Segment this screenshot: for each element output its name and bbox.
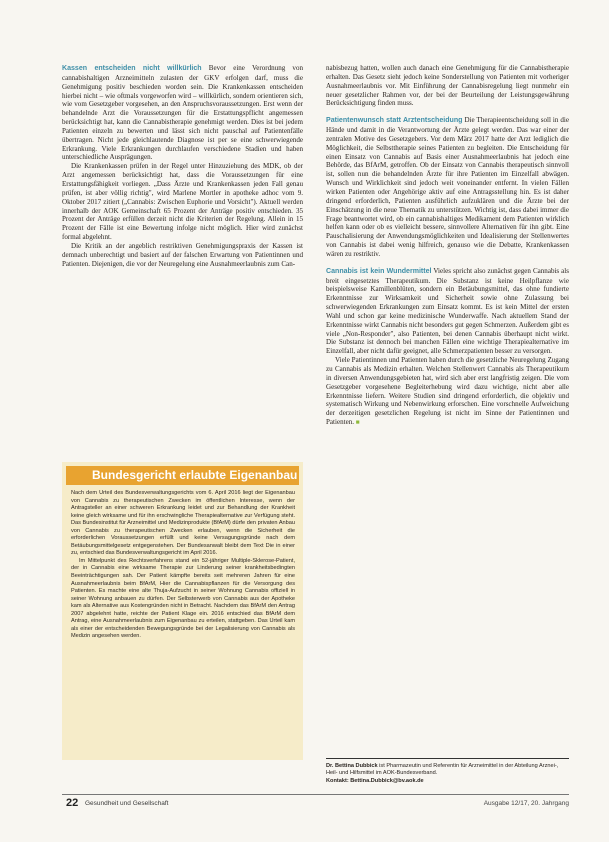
paragraph: Die Kritik an der angeblich restriktiven Genehmigungspraxis der Kassen ist demnach unberechtigt und basiert auf der falschen Erwartung von Patientinnen und Patienten. Diejenigen, die vor der Neuregelung eine Ausnahmeerlaubnis zum Can- [62, 241, 303, 268]
author-contact: Kontakt: Bettina.Dubbick@bv.aok.de [326, 777, 424, 784]
paragraph [326, 356, 569, 428]
page-footer [62, 794, 569, 809]
paragraph-text: Viele Patientinnen und Patienten haben durch die gesetzliche Neuregelung Zugang zu Cannabis als Medizin erhalten. Welchen Stellenwert Cannabis als Therapeutikum in diversen Anwendungsgebieten hat, wird sich aber erst langfristig zeigen. Die vom Gesetzgeber vorgesehene Begleiterhebung wird dazu wichtige, nicht aber alle Erkenntnisse liefern. Weitere Studien sind dringend erforderlich, die objektiv und systematisch Wirkung und Nebenwirkung erforschen. Eine vorschnelle Aufweichung der derzeitigen gesetzlichen Regelung ist nicht im Sinne der Patientinnen und Patienten. [326, 356, 569, 427]
paragraph [62, 64, 303, 162]
author-name: Dr. Bettina Dubbick [326, 763, 378, 769]
paragraph-text: Vieles spricht also zunächst gegen Cannabis als breit eingesetztes Therapeutikum. Die Substanz ist keine Heilpflanze wie beispielsweise Kamillenblüten, sondern ein Betäubungsmittel, das ohne fundierte Erkenntnisse zur Wirksamkeit und Sicherheit sowie ohne Zulassung bei schwerwiegenden Erkrankungen zum Einsatz kommt. Es ist kein Mittel der ersten Wahl und schon gar keine medizinische Wunderwaffe. Nach aktuellem Stand der Erkenntnisse wirkt Cannabis nicht besonders gut gegen Schmerzen. Außerdem gibt es viele „Non-Responder", also Patienten, bei denen Cannabis überhaupt nicht wirkt. Die Substanz ist dennoch bei manchen Fällen eine wichtige Therapiealternative im Einzelfall, aber nicht dafür geeignet, alle Schmerzpatienten besser zu versorgen. [326, 266, 570, 356]
author-box [326, 758, 569, 785]
right-column [326, 64, 569, 428]
info-box-paragraph: Im Mittelpunkt des Rechtsverfahrens stand ein 52-jähriger Multiple-Sklerose-Patient, der in Cannabis eine wirksame Therapie zur Linderung seiner krankheitsbedingten Beeinträchtigungen sah. Der Patient kämpfte bereits seit mehreren Jahren für eine Ausnahmeerlaubnis beim BfArM, Hier die Cannabispflanzen für die Versorgung des Patienten. Es machte eine alte Thuja-Aufzucht in seiner Wohnung Cannabis offiziell in seiner Wohnung anbauen zu dürfen. Der Selbsterwerb von Cannabis aus der Apotheke kam als Alternative aus Kostengründen nicht in Betracht. Nachdem das BfArM den Antrag 2007 abgelehnt hatte, reichte der Patient Klage ein. 2016 entschied das BfArM dem Antrag, eine Ausnahmeerlaubnis zum Eigenanbau zu erteilen, stattgeben. Das Urteil kam als einer der entscheidenden Bewegungsgründe bei der Legalisierung von Cannabis als Medizin angesehen werden. [71, 557, 295, 640]
paragraph: Die Krankenkassen prüfen in der Regel unter Hinzuziehung des MDK, ob der Arzt angemessen berücksichtigt hat, dass die Voraussetzungen für eine Erstattungsfähigkeit vorliegen. „Dass Ärzte und Krankenkassen jeden Fall genau prüfen, ist aber völlig richtig", wird Marlene Mortler in apotheke adhoc vom 9. Oktober 2017 zitiert („Cannabis: Zwischen Euphorie und Vorsicht"). Aktuell werden innerhalb der AOK Gemeinschaft 65 Prozent der Anträge positiv entschieden. 35 Prozent der Anträge erfüllen derzeit nicht die Kriterien der Regelung. Allein in 15 Prozent der Fälle ist eine Bewertung infolge nicht möglich. Hier wird zunächst formal abgelehnt. [62, 162, 303, 242]
end-mark-icon: ■ [355, 419, 360, 427]
paragraph [326, 116, 569, 259]
paragraph-text: Bevor eine Verordnung von cannabishaltigen Arzneimitteln zulasten der GKV erfolgen darf, muss die Genehmigung positiv beschieden worden sein. Die Krankenkassen entscheiden hierbei nicht – wie oftmals vorgeworfen wird – willkürlich, sondern orientieren sich, wie vom Gesetzgeber vorgesehen, an den Anspruchsvoraussetzungen. Erst wenn der behandelnde Arzt die Voraussetzungen für die Erstattungspflicht angemessen berücksichtigt hat, kann die Cannabistherapie genehmigt werden. Dies ist bei jedem Patienten einzeln zu bewerten und lässt sich nicht pauschal auf Patientenfälle übertragen. Nicht jede gleichlautende Diagnose ist per se eine schwerwiegende Erkrankung. Viele Erkrankungen durchlaufen verschiedene Stadien und haben unterschiedliche Ausprägungen. [62, 64, 303, 162]
info-box-title: Bundesgericht erlaubte Eigenanbau [66, 466, 299, 485]
paragraph-text: Die Therapieentscheidung soll in die Hände und damit in die Verantwortung der Ärzte gelegt werden. Das war einer der zentralen Motive des Gesetzgebers. Vor dem März 2017 hatte der Arzt lediglich die Möglichkeit, die Selbsttherapie seines Patienten zu begleiten. Die Entscheidung für einen Einsatz von Cannabis auf Basis einer Ausnahmeerlaubnis hat jedoch eine Behörde, das BfArM, getroffen. Ob der Einsatz von Cannabis therapeutisch sinnvoll ist, sollen nun die behandelnden Ärzte für ihre Patienten im Einzelfall abwägen. Wunsch und Wirklichkeit sind jedoch weit voneinander entfernt. In vielen Fällen wirken Patienten oder Angehörige aktiv auf eine Antragsstellung hin. Es ist daher dringend erforderlich, Patienten ausführlich aufzuklären und die Ärzte bei der Einschätzung in die neue Thematik zu unterstützen. Wichtig ist, dass dabei immer die Frage beantwortet wird, ob ein cannabishaltiges Medikament dem Patienten wirklich helfen kann oder ob es vielleicht bessere, sinnvollere Alternativen für ihn gibt. Eine Pauschalisierung der Anwendungsmöglichkeiten und Idealisierung der Stellenwertes von Cannabis ist dabei wenig hilfreich, genauso wie die Debatte, Krankenkassen wären zu restriktiv. [326, 116, 569, 258]
issue-info: Ausgabe 12/17, 20. Jahrgang [483, 800, 569, 807]
page-number: 22 [66, 797, 79, 809]
left-column [62, 64, 303, 268]
info-box-paragraph: Nach dem Urteil des Bundesverwaltungsgerichts vom 6. April 2016 liegt der Eigenanbau von Cannabis zu therapeutischen Zwecken im öffentlichen Interesse, wenn der Antragsteller an einer schweren Erkrankung leidet und zur Behandlung der Krankheit keine gleich wirksame und für ihn erschwingliche Therapiealternative zur Verfügung steht. Das Bundesinstitut für Arzneimittel und Medizinprodukte (BfArM) dürfe den privaten Anbau von Cannabis zu therapeutischen Zwecken erlauben, wenn die Sicherheit die erforderlichen Voraussetzungen erfüllt und keine Versagungsgründe nach dem Betäubungsmittelgesetz entgegenstehen. Der Bundesanwalt bleibt dem Text Die in einer zu, entschied das Bundesverwaltungsgericht im April 2016. [71, 490, 295, 557]
inline-heading: Kassen entscheiden nicht willkürlich [62, 65, 202, 72]
author-role: ist Pharmazeutin und Referentin für Arzneimittel in der Abteilung Arznei-, Heil- und Hilfsmittel im AOK-Bundesverband. [326, 763, 559, 777]
paragraph: nabisbezug hatten, wollen auch danach eine Genehmigung für die Cannabistherapie erhalten. Das Gesetz sieht jedoch keine Sonderstellung von Patienten mit vorheriger Ausnahmeerlaubnis vor. Mit Einführung der Cannabisregelung liegt nunmehr ein neuer gesetzlicher Rahmen vor, der bei der Beurteilung der Leistungsgewährung Berücksichtigung finden muss. [326, 64, 569, 108]
inline-heading: Cannabis ist kein Wundermittel [326, 267, 432, 275]
paragraph [326, 267, 569, 356]
info-box [62, 462, 303, 760]
section-name: Gesundheit und Gesellschaft [85, 800, 169, 807]
inline-heading: Patientenwunsch statt Arztentscheidung [326, 117, 463, 125]
info-box-body [62, 485, 303, 641]
